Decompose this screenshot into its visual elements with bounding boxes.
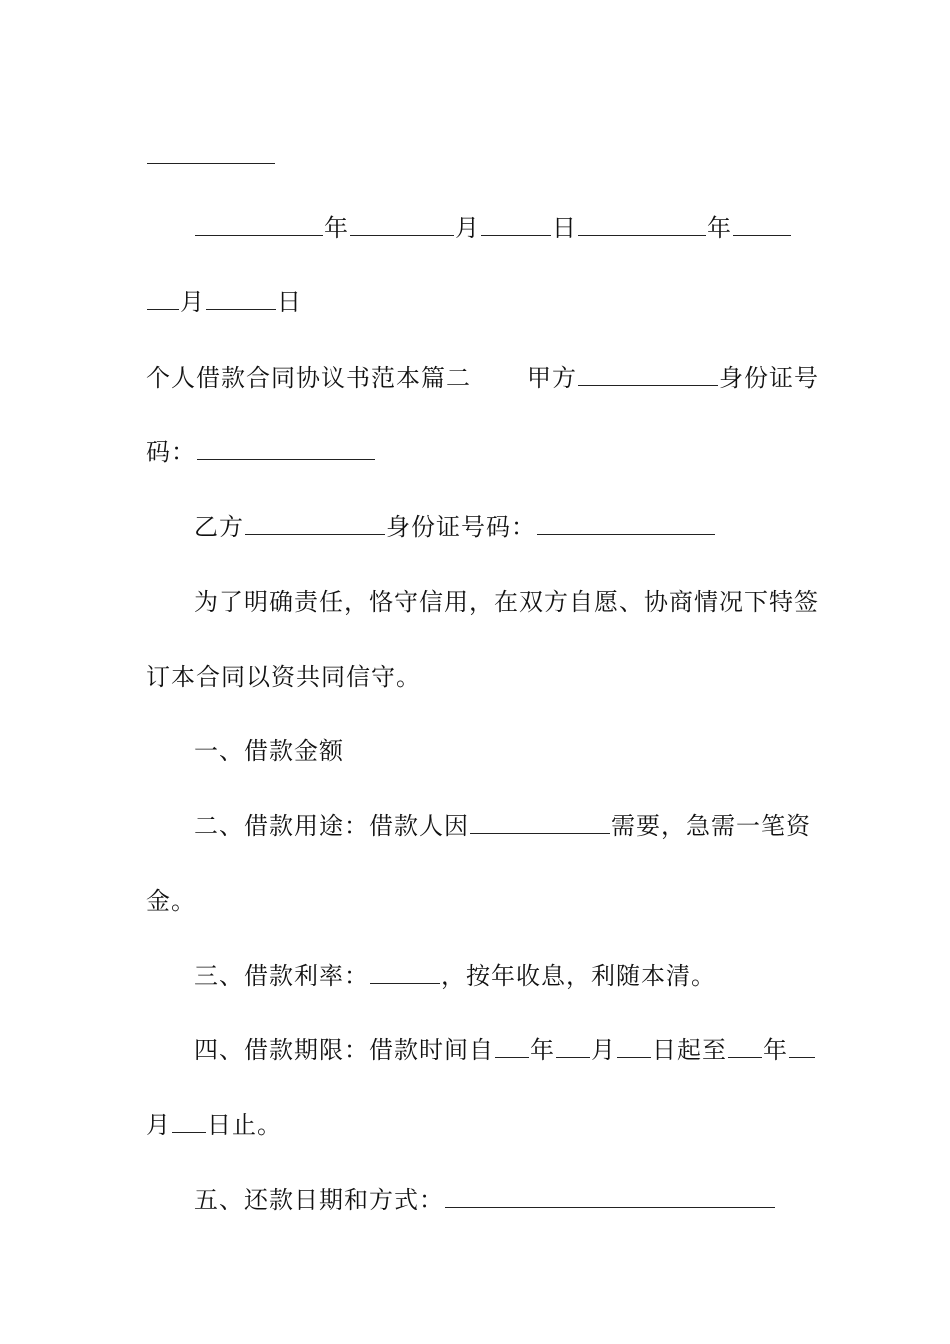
day-blank[interactable] [481,213,551,236]
clause-3-prefix: 三、借款利率： [194,962,369,990]
party-a-id-line [146,436,806,468]
clause-2-suffix: 需要，急需一笔资 [611,812,811,840]
clause-2-cont-text: 金。 [146,887,196,915]
party-a-id-blank[interactable] [197,437,375,460]
repayment-method-blank[interactable] [445,1185,775,1208]
end-year-blank[interactable] [728,1035,762,1058]
party-b-name-blank[interactable] [245,512,385,535]
month-label: 月 [180,288,205,316]
month-label: 月 [591,1036,616,1064]
clause-1-text: 一、借款金额 [194,737,344,765]
year-label: 年 [530,1036,555,1064]
blank-field[interactable] [147,141,275,164]
day-label: 日 [277,288,302,316]
clause-5 [146,1184,806,1216]
party-b-line [146,511,806,543]
month-label: 月 [146,1111,171,1139]
start-day-blank[interactable] [617,1035,651,1058]
month-blank[interactable] [350,213,454,236]
start-month-blank[interactable] [556,1035,590,1058]
date-line [146,212,806,244]
party-a-name-blank[interactable] [578,363,718,386]
clause-4-prefix: 四、借款期限：借款时间自 [194,1036,494,1064]
preamble-text: 为了明确责任，恪守信用，在双方自愿、协商情况下特签 [194,588,819,616]
clause-2-prefix: 二、借款用途：借款人因 [194,812,469,840]
party-b-id-label: 身份证号码： [386,513,536,541]
clause-5-prefix: 五、还款日期和方式： [194,1186,444,1214]
signature-blank-line [146,140,806,172]
day-blank[interactable] [206,287,276,310]
party-b-id-blank[interactable] [537,512,715,535]
end-month-blank[interactable] [789,1035,815,1058]
purpose-blank[interactable] [470,811,610,834]
heading-line [146,362,819,394]
clause-3-suffix: ，按年收息，利随本清。 [441,962,716,990]
party-a-label: 甲方 [527,364,577,392]
month-blank[interactable] [147,287,179,310]
day-from-label: 日起至 [652,1036,727,1064]
document-heading: 个人借款合同协议书范本篇二 [146,364,471,392]
preamble-text-cont: 订本合同以资共同信守。 [146,663,421,691]
preamble-line [146,586,819,618]
interest-rate-blank[interactable] [370,961,440,984]
month-blank[interactable] [733,213,791,236]
clause-2-cont [146,885,806,917]
party-a-id-label-cont: 码： [146,438,196,466]
clause-4-cont [146,1109,806,1141]
party-b-label: 乙方 [194,513,244,541]
year-label: 年 [324,214,349,242]
day-label: 日 [552,214,577,242]
year-blank[interactable] [195,213,323,236]
month-label: 月 [455,214,480,242]
clause-3 [146,960,806,992]
end-day-blank[interactable] [172,1110,206,1133]
year-label: 年 [763,1036,788,1064]
clause-4 [146,1034,806,1066]
clause-2 [146,810,811,842]
party-a-id-label: 身份证号 [719,364,819,392]
start-year-blank[interactable] [495,1035,529,1058]
date-line-cont [146,286,806,318]
preamble-line-cont [146,661,806,693]
year-label: 年 [707,214,732,242]
clause-1 [146,735,806,767]
day-to-label: 日止。 [207,1111,282,1139]
year-blank[interactable] [578,213,706,236]
